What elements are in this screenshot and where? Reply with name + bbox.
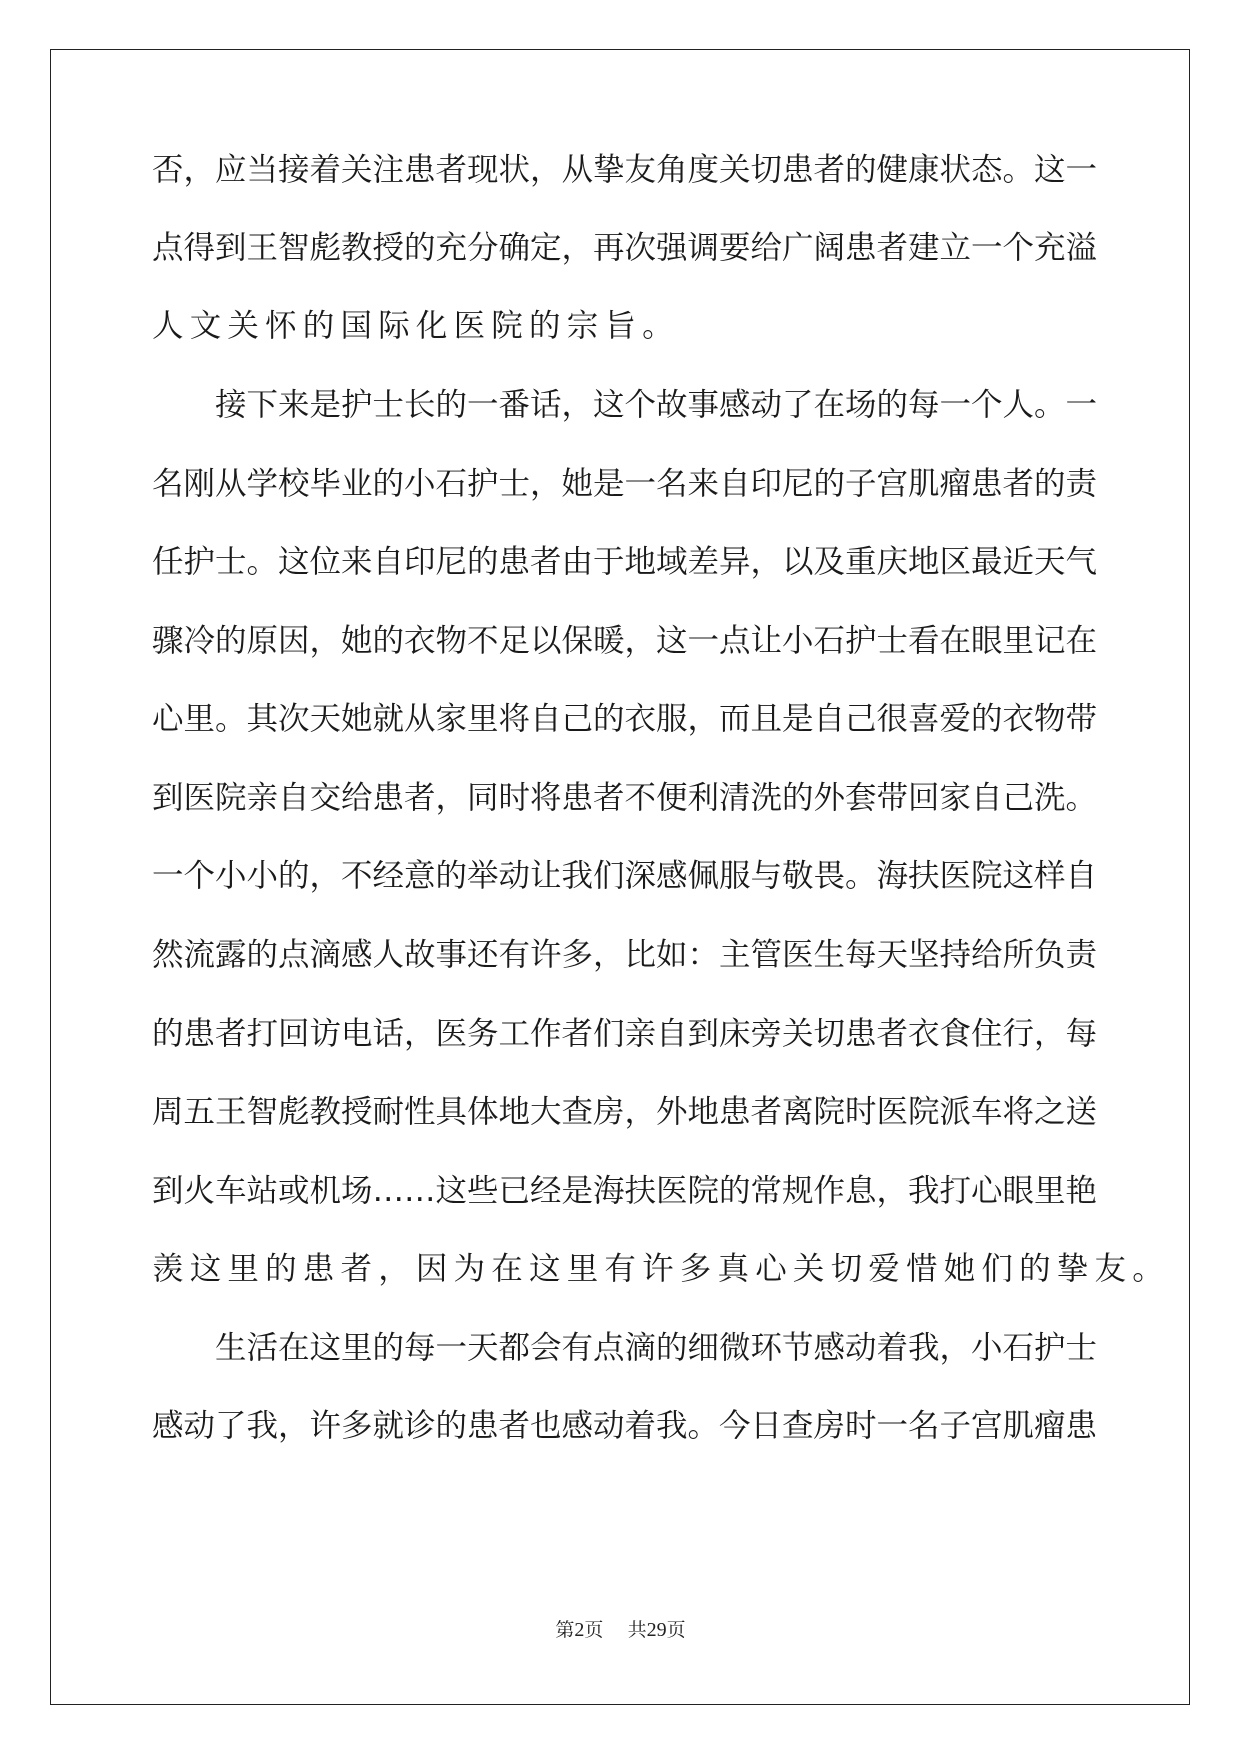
footer-page-unit: 页 — [584, 1619, 604, 1641]
page-footer — [0, 1615, 1241, 1642]
text-line: 周五王智彪教授耐性具体地大查房，外地患者离院时医院派车将之送 — [152, 1094, 1098, 1130]
text-line: 人文关怀的国际化医院的宗旨。 — [152, 308, 680, 344]
text-line: 名刚从学校毕业的小石护士，她是一名来自印尼的子宫肌瘤患者的责 — [152, 466, 1098, 502]
text-line: 一个小小的，不经意的举动让我们深感佩服与敬畏。海扶医院这样自 — [152, 858, 1098, 894]
footer-total-unit: 页 — [666, 1619, 686, 1641]
text-line: 到火车站或机场……这些已经是海扶医院的常规作息，我打心眼里艳 — [152, 1173, 1098, 1209]
footer-total-prefix: 共 — [627, 1619, 647, 1641]
text-line: 然流露的点滴感人故事还有许多，比如：主管医生每天坚持给所负责 — [152, 937, 1098, 973]
text-line: 骤冷的原因，她的衣物不足以保暖，这一点让小石护士看在眼里记在 — [152, 623, 1098, 659]
text-line: 感动了我，许多就诊的患者也感动着我。今日查房时一名子宫肌瘤患 — [152, 1408, 1098, 1444]
text-line: 点得到王智彪教授的充分确定，再次强调要给广阔患者建立一个充溢 — [152, 230, 1098, 266]
total-pages: 29 — [646, 1619, 667, 1641]
footer-prefix: 第 — [555, 1619, 575, 1641]
paragraph-first-line: 接下来是护士长的一番话，这个故事感动了在场的每一个人。一 — [215, 387, 1098, 423]
text-line: 到医院亲自交给患者，同时将患者不便利清洗的外套带回家自己洗。 — [152, 780, 1098, 816]
text-line: 的患者打回访电话，医务工作者们亲自到床旁关切患者衣食住行，每 — [152, 1016, 1098, 1052]
text-line: 任护士。这位来自印尼的患者由于地域差异，以及重庆地区最近天气 — [152, 544, 1098, 580]
text-line: 否，应当接着关注患者现状，从挚友角度关切患者的健康状态。这一 — [152, 152, 1098, 188]
paragraph-first-line: 生活在这里的每一天都会有点滴的细微环节感动着我，小石护士 — [215, 1330, 1098, 1366]
page-number: 2 — [574, 1619, 585, 1641]
text-line: 羡这里的患者，因为在这里有许多真心关切爱惜她们的挚友。 — [152, 1251, 1170, 1287]
text-line: 心里。其次天她就从家里将自己的衣服，而且是自己很喜爱的衣物带 — [152, 701, 1098, 737]
